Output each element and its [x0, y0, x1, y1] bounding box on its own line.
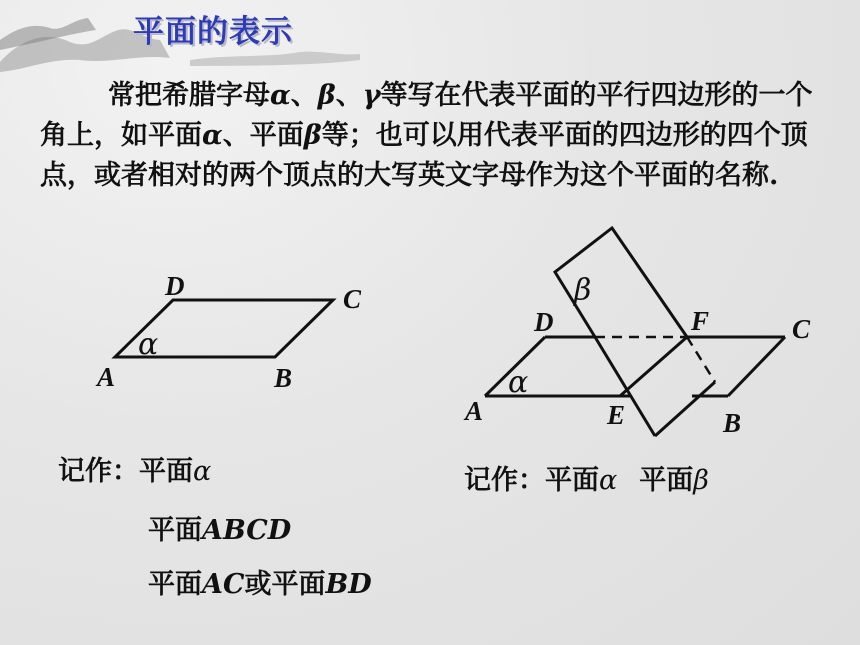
plane-alpha-label-right: α: [508, 365, 529, 400]
plane-alpha-label: α: [138, 327, 159, 362]
right-intersecting-planes: [463, 228, 811, 438]
label-C: C: [343, 284, 362, 314]
note-right: 记作：平面α 平面β: [464, 465, 709, 496]
note-left-line3: 平面AC或平面BD: [148, 569, 372, 600]
left-parallelogram: [95, 271, 362, 393]
label-A: A: [97, 362, 116, 392]
note-left-line1: 记作：平面α: [58, 456, 212, 487]
plane-beta-label: β: [574, 273, 592, 308]
label-B-right: B: [723, 408, 742, 438]
label-C-right: C: [792, 314, 811, 344]
label-F: F: [691, 306, 710, 336]
note-left-line2: 平面ABCD: [148, 515, 292, 546]
label-A-right: A: [465, 396, 484, 426]
label-D-right: D: [534, 307, 554, 337]
label-D: D: [165, 271, 185, 301]
intro-paragraph: 常把希腊字母α、β、γ等写在代表平面的平行四边形的一个角上，如平面α、平面β等；也可以用代表平面的四边形的四个顶点，或者相对的两个顶点的大写英文字母作为这个平面的名称.: [40, 80, 813, 191]
label-B: B: [274, 363, 293, 393]
label-E: E: [607, 400, 626, 430]
page-title: 平面的表示: [133, 14, 293, 50]
